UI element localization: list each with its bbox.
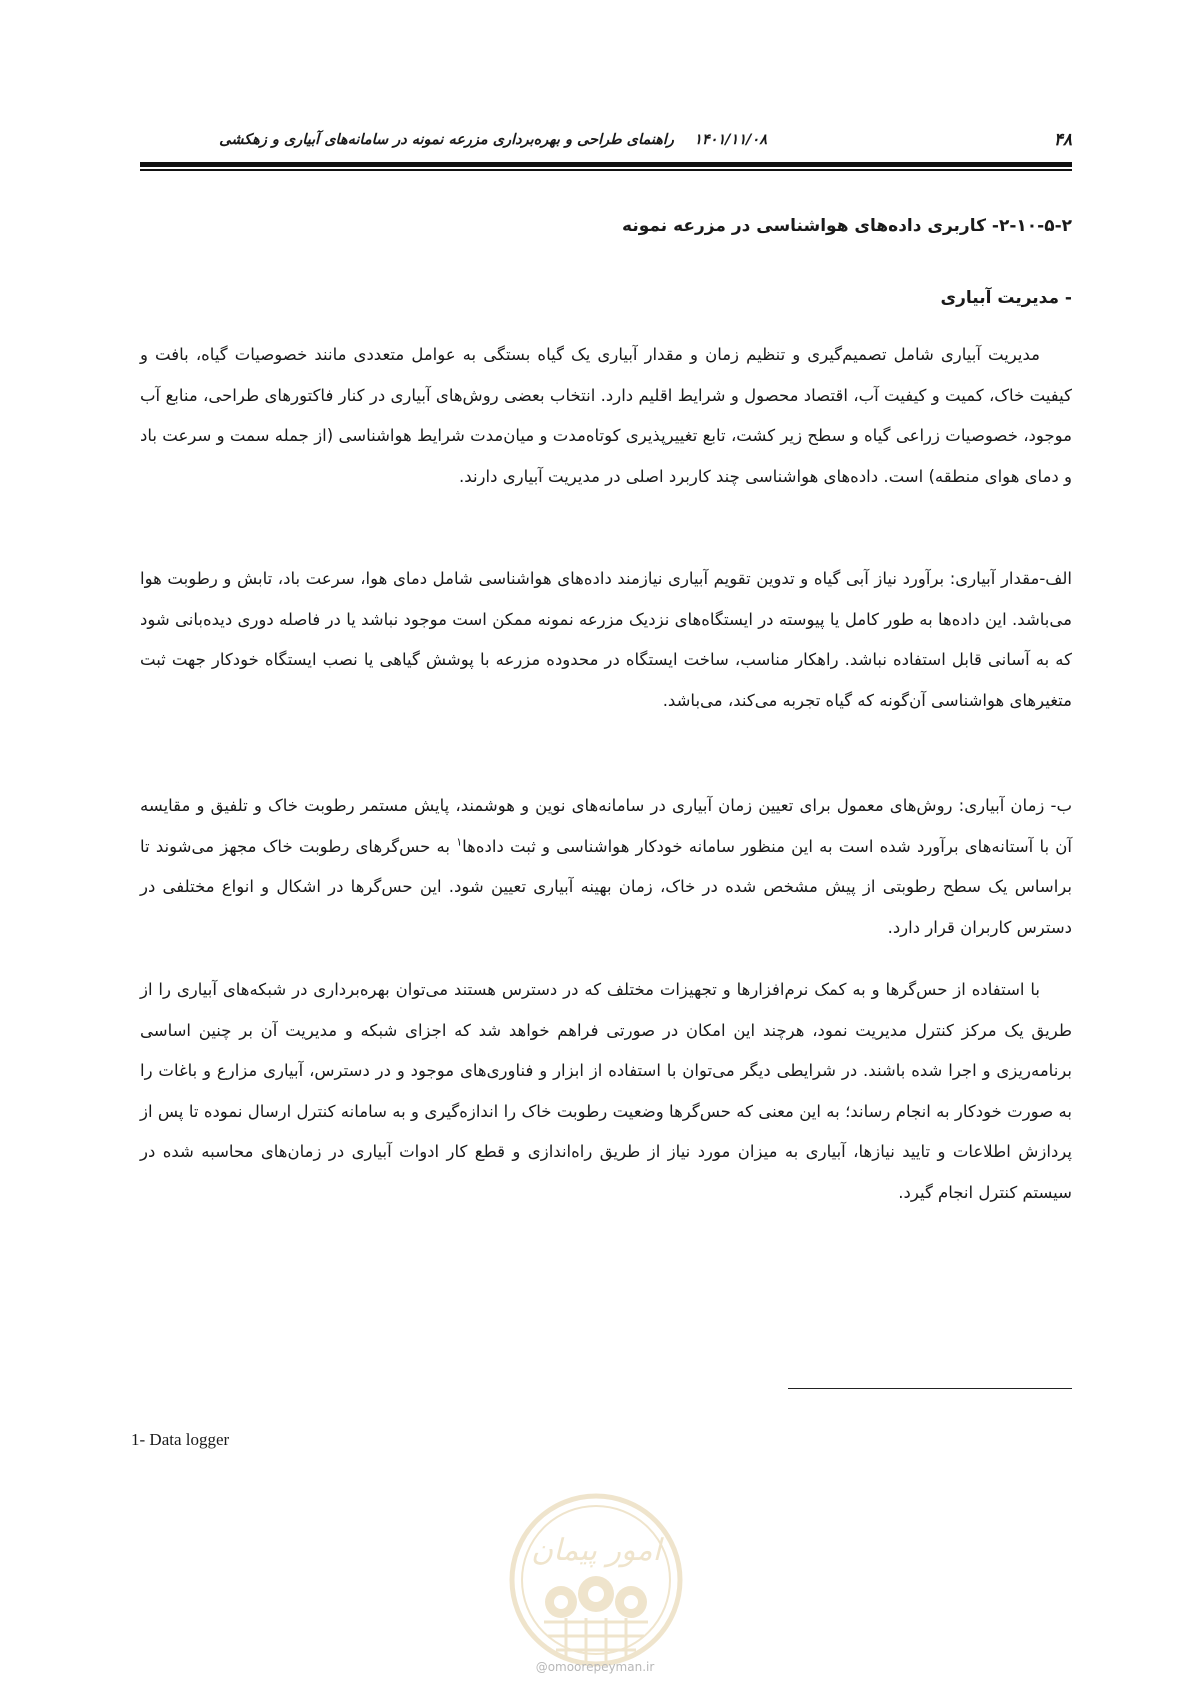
item-a-text: برآورد نیاز آبی گیاه و تدوین تقویم آبیاری نیازمند داده‌های هواشناسی شامل دمای هوا، سرعت باد، تابش و رطوبت هوا می‌باشد. این داده‌ها به طور کامل یا پیوسته در ایستگاه‌های نزدیک مزرعه نمونه ممکن است موجود نباشد یا در فاصله دوری دیده‌بانی شود که به آسانی قابل استفاده نباشد. راهکار مناسب، ساخت ایستگاه در محدوده مزرعه با پوشش گیاهی یا نصب ایستگاه خودکار جهت ثبت متغیرهای هواشناسی آن‌گونه که گیاه تجربه می‌کند، می‌باشد. [140, 569, 1072, 710]
header-title-text: راهنمای طراحی و بهره‌برداری مزرعه نمونه در سامانه‌های آبیاری و زهکشی [219, 132, 674, 148]
footnote-rule [788, 1388, 1072, 1389]
header-rule-thick [140, 162, 1072, 167]
item-b-text-1: روش‌های معمول برای تعیین زمان آبیاری در سامانه‌های نوین و هوشمند، پایش مستمر رطوبت خاک و تلفیق و مقایسه آن با آستانه‌های برآورد شده است به این منظور سامانه خودکار هواشناسی و ثبت داده‌ها [140, 796, 1072, 856]
page-header [140, 128, 1072, 158]
watermark-logo-text: امور پیمان [531, 1533, 661, 1568]
item-b-text-2: به حس‌گرهای رطوبت خاک مجهز می‌شوند تا براساس یک سطح رطوبتی از پیش مشخص شده در خاک، زمان بهینه آبیاری تعیین شود. این حس‌گرها در اشکال و انواع مختلفی در دسترس کاربران قرار دارد. [140, 836, 1072, 937]
footnote: 1- Data logger [131, 1430, 230, 1449]
running-title [219, 132, 767, 148]
footnote-reference[interactable]: ۱ [456, 835, 463, 848]
header-date: ۱۴۰۱/۱۱/۰۸ [694, 132, 767, 148]
item-a-label: الف-مقدار آبیاری: [949, 569, 1072, 588]
intro-paragraph: مدیریت آبیاری شامل تصمیم‌گیری و تنظیم زمان و مقدار آبیاری یک گیاه بستگی به عوامل متعددی مانند خصوصیات گیاه، بافت و کیفیت خاک، کمیت و کیفیت آب، اقتصاد محصول و شرایط اقلیم دارد. انتخاب بعضی روش‌های آبیاری در کنار فاکتورهای طراحی، منابع آب موجود، خصوصیات زراعی گیاه و سطح زیر کشت، تابع تغییرپذیری کوتاه‌مدت و میان‌مدت شرایط هواشناسی (از جمله سمت و سرعت باد و دمای هوای منطقه) است. داده‌های هواشناسی چند کاربرد اصلی در مدیریت آبیاری دارند. [140, 345, 1072, 486]
watermark-url: @omoorepeyman.ir [535, 1660, 655, 1674]
section-heading: ۲-۱۰-۵-۲- کاربری داده‌های هواشناسی در مزرعه نمونه [622, 216, 1072, 236]
list-item-b [140, 786, 1072, 948]
item-b-label: ب- زمان آبیاری: [958, 796, 1072, 815]
page-number: ۴۸ [1053, 130, 1072, 150]
header-rule-thin [140, 169, 1072, 171]
sub-heading: - مدیریت آبیاری [940, 288, 1072, 308]
final-paragraph: با استفاده از حس‌گرها و به کمک نرم‌افزارها و تجهیزات مختلف که در دسترس هستند می‌توان بهره‌برداری در شبکه‌های آبیاری را از طریق یک مرکز کنترل مدیریت نمود، هرچند این امکان در صورتی فراهم خواهد شد که اجزای شبکه و مدیریت آن بر چنین اساسی برنامه‌ریزی و اجرا شده باشند. در شرایطی دیگر می‌توان با استفاده از ابزار و فناوری‌های موجود و در دسترس، آبیاری مزارع و باغات را به صورت خودکار به انجام رساند؛ به این معنی که حس‌گرها وضعیت رطوبت خاک را اندازه‌گیری و به سامانه کنترل ارسال نموده تا پس از پردازش اطلاعات و تایید نیازها، آبیاری به میزان مورد نیاز از طریق راه‌اندازی و قطع کار ادوات آبیاری در زمان‌های محاسبه شده در سیستم کنترل انجام گیرد. [140, 980, 1072, 1202]
watermark-logo [496, 1490, 696, 1670]
list-item-a [140, 559, 1072, 721]
